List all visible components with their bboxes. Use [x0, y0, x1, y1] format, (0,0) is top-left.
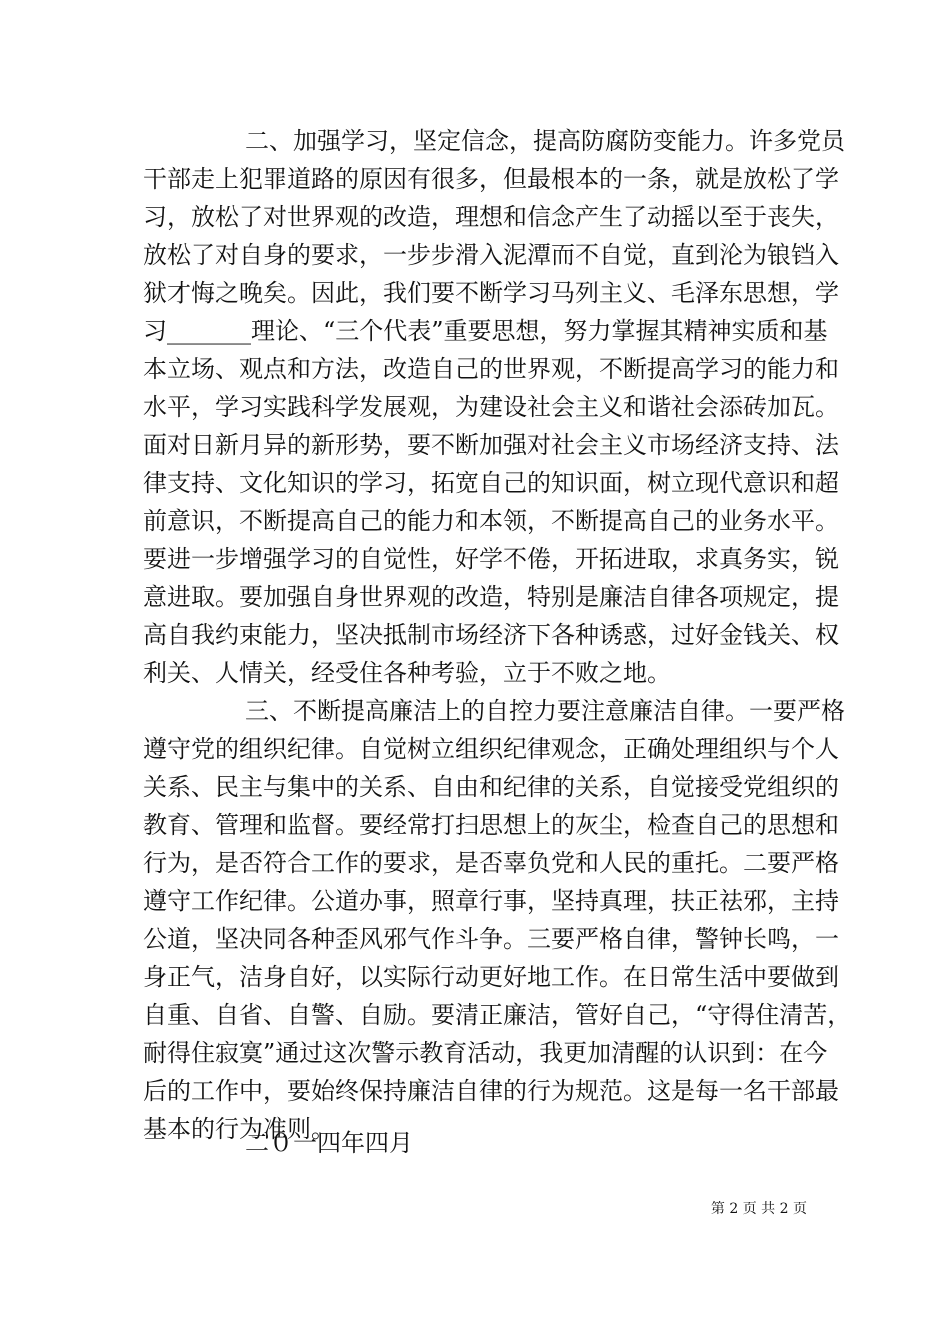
text-line: 耐得住寂寞”通过这次警示教育活动，我更加清醒的认识到：在今: [143, 1039, 828, 1067]
text-line: 三、不断提高廉洁上的自控力要注意廉洁自律。一要严格: [245, 697, 845, 725]
text-line: 教育、管理和监督。要经常打扫思想上的灰尘，检查自己的思想和: [143, 811, 839, 839]
text-line: 自重、自省、自警、自励。要清正廉洁，管好自己，“守得住清苦，: [143, 1001, 852, 1029]
text-line: 放松了对自身的要求，一步步滑入泥潭而不自觉，直到沦为锒铛入: [143, 241, 839, 269]
text-line: 关系、民主与集中的关系、自由和纪律的关系，自觉接受党组织的: [143, 773, 839, 801]
text-line: 水平，学习实践科学发展观，为建设社会主义和谐社会添砖加瓦。: [143, 393, 839, 421]
text-line: 利关、人情关，经受住各种考验，立于不败之地。: [143, 659, 671, 687]
text-line: 律支持、文化知识的学习，拓宽自己的知识面，树立现代意识和超: [143, 469, 839, 497]
text-line: 行为，是否符合工作的要求，是否辜负党和人民的重托。二要严格: [143, 849, 839, 877]
text-line: 习，放松了对世界观的改造，理想和信念产生了动摇以至于丧失，: [143, 203, 839, 231]
text-line: 高自我约束能力，坚决抵制市场经济下各种诱惑，过好金钱关、权: [143, 621, 839, 649]
text-line: 干部走上犯罪道路的原因有很多，但最根本的一条，就是放松了学: [143, 165, 839, 193]
text-line: 二、加强学习，坚定信念，提高防腐防变能力。许多党员: [245, 127, 845, 155]
text-line: 习_______理论、“三个代表”重要思想，努力掌握其精神实质和基: [143, 317, 828, 345]
text-line: 狱才悔之晚矣。因此，我们要不断学习马列主义、毛泽东思想，学: [143, 279, 839, 307]
page-footer: 第 2 页 共 2 页: [710, 1201, 807, 1217]
text-line: 本立场、观点和方法，改造自己的世界观，不断提高学习的能力和: [143, 355, 839, 383]
document-date: 二０一四年四月: [245, 1129, 413, 1157]
text-line: 前意识，不断提高自己的能力和本领，不断提高自己的业务水平。: [143, 507, 839, 535]
text-line: 面对日新月异的新形势，要不断加强对社会主义市场经济支持、法: [143, 431, 839, 459]
text-line: 要进一步增强学习的自觉性，好学不倦，开拓进取，求真务实，锐: [143, 545, 839, 573]
text-line: 遵守党的组织纪律。自觉树立组织纪律观念，正确处理组织与个人: [143, 735, 839, 763]
text-line: 遵守工作纪律。公道办事，照章行事，坚持真理，扶正祛邪，主持: [143, 887, 839, 915]
text-line: 公道，坚决同各种歪风邪气作斗争。三要严格自律，警钟长鸣，一: [143, 925, 839, 953]
text-line: 后的工作中，要始终保持廉洁自律的行为规范。这是每一名干部最: [143, 1077, 839, 1105]
text-line: 身正气，洁身自好，以实际行动更好地工作。在日常生活中要做到: [143, 963, 839, 991]
text-line: 基本的行为准则。: [143, 1115, 335, 1143]
text-line: 意进取。要加强自身世界观的改造，特别是廉洁自律各项规定，提: [143, 583, 839, 611]
